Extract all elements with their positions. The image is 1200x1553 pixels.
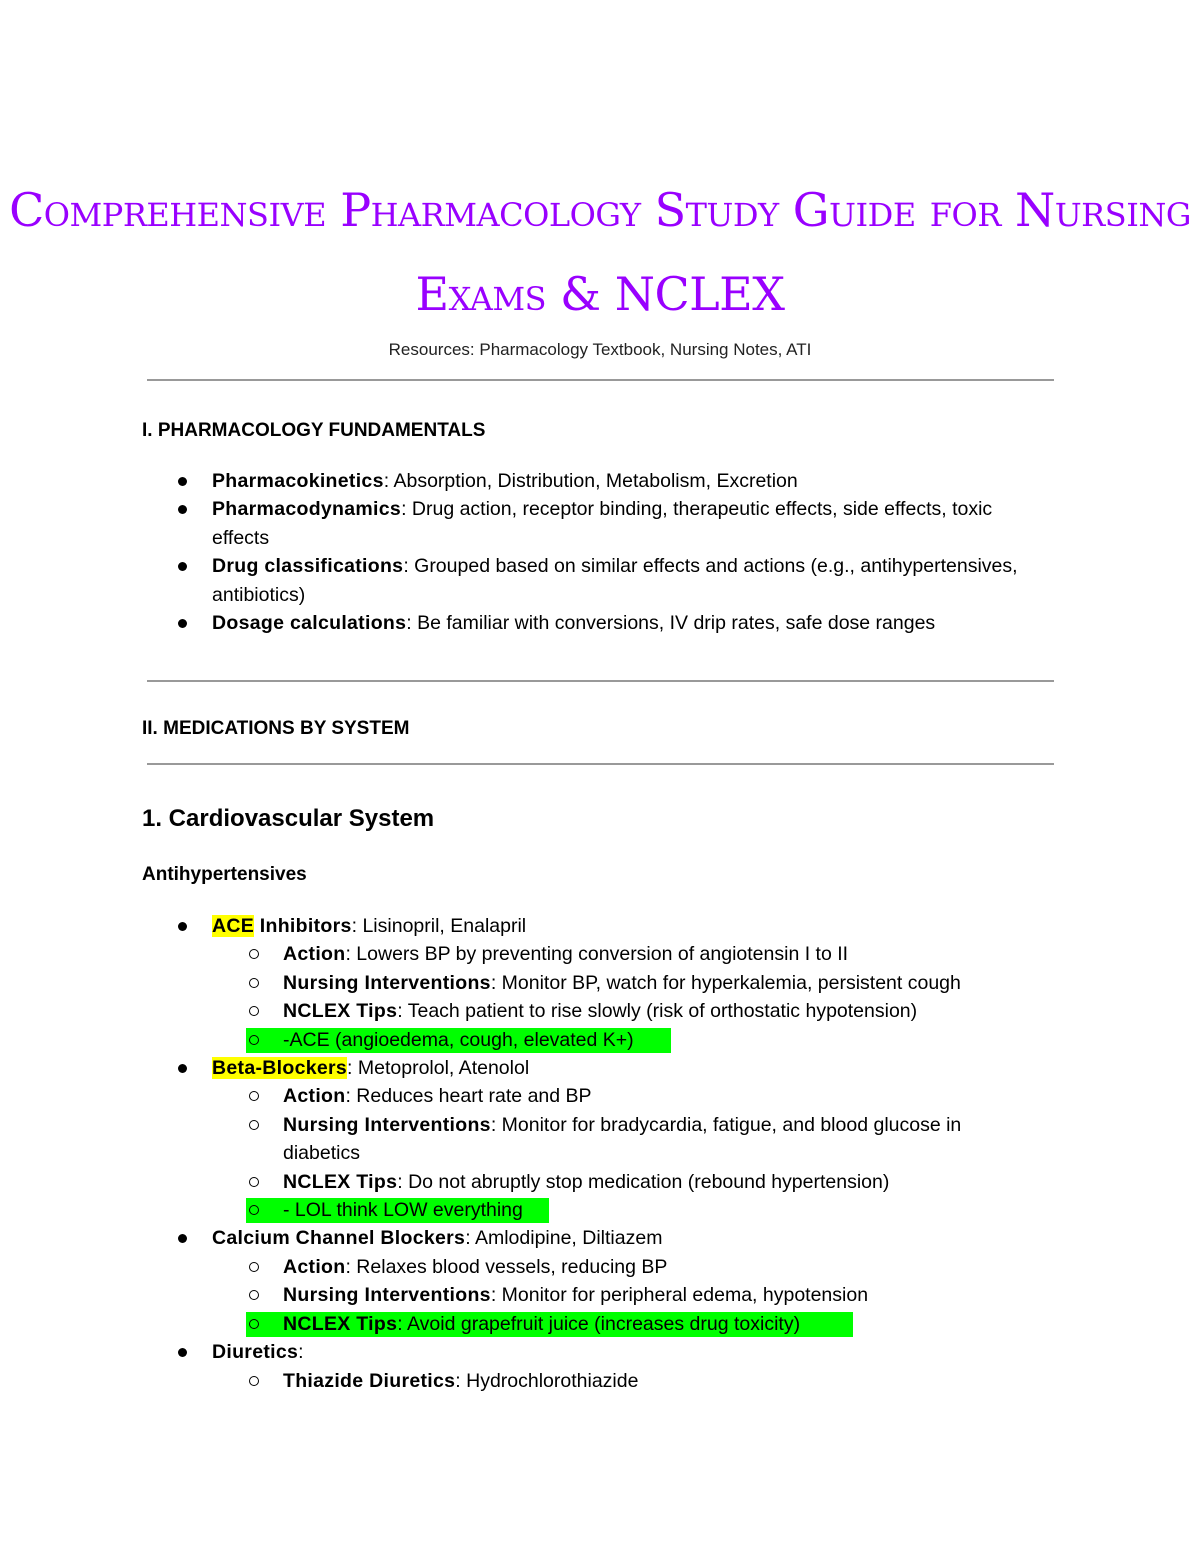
horizontal-rule [147, 680, 1054, 682]
term: Action [283, 943, 346, 966]
document-title [0, 168, 1200, 336]
sub-list-item [0, 969, 1200, 997]
sub-list-item [0, 940, 1200, 968]
bullet-icon [178, 505, 187, 514]
cardiovascular-heading: 1. Cardiovascular System [142, 805, 435, 832]
circle-bullet-icon [249, 1120, 259, 1130]
term: NCLEX Tips [283, 1000, 398, 1023]
definition: : Hydrochlorothiazide [455, 1369, 639, 1392]
definition: : Relaxes blood vessels, reducing BP [345, 1255, 668, 1278]
title-line-2: Exams & NCLEX [415, 267, 785, 321]
sub-list-item [0, 1111, 1200, 1168]
bullet-icon [178, 1234, 187, 1243]
term: Action [283, 1085, 346, 1108]
circle-bullet-icon [249, 1319, 259, 1329]
highlighted-term: ACE [212, 915, 255, 937]
sub-list-item [0, 1082, 1200, 1110]
term: Drug classifications [212, 555, 404, 578]
circle-bullet-icon [249, 949, 259, 959]
sub-list-item [0, 1367, 1200, 1395]
definition: : Amlodipine, Diltiazem [465, 1227, 663, 1250]
sub-list-item [0, 997, 1200, 1025]
sub-list-item-highlighted [0, 1026, 1200, 1054]
circle-bullet-icon [249, 1290, 259, 1300]
definition: : [298, 1341, 304, 1364]
title-line-1: Comprehensive Pharmacology Study Guide for Nursing [9, 183, 1191, 237]
highlighted-term: Beta-Blockers [212, 1057, 348, 1080]
term: Nursing Interventions [283, 1113, 491, 1136]
term: Dosage calculations [212, 612, 407, 635]
circle-bullet-icon [249, 1262, 259, 1272]
list-item-diuretics [0, 1338, 1200, 1366]
definition: : Absorption, Distribution, Metabolism, Excretion [383, 470, 798, 492]
circle-bullet-icon [249, 1091, 259, 1101]
resources-line: Resources: Pharmacology Textbook, Nursing Notes, ATI [388, 340, 812, 359]
sub-list-item-highlighted [0, 1196, 1200, 1224]
sub-list-item [0, 1253, 1200, 1281]
circle-bullet-icon [249, 1205, 259, 1215]
circle-bullet-icon [249, 1035, 259, 1045]
section-heading-fundamentals: I. PHARMACOLOGY FUNDAMENTALS [142, 420, 486, 441]
bullet-icon [178, 1348, 187, 1357]
term: Calcium Channel Blockers [212, 1227, 466, 1250]
term: Action [283, 1255, 346, 1278]
list-item-beta-blockers [0, 1054, 1200, 1082]
antihypertensives-list [0, 912, 1200, 1395]
list-item [0, 552, 1200, 609]
definition: : Do not abruptly stop medication (rebound hypertension) [397, 1170, 890, 1193]
circle-bullet-icon [249, 978, 259, 988]
definition: : Lowers BP by preventing conversion of angiotensin I to II [345, 943, 849, 966]
definition: : Reduces heart rate and BP [345, 1085, 592, 1108]
mnemonic: - LOL think LOW everything [283, 1199, 523, 1222]
bullet-icon [178, 619, 187, 628]
horizontal-rule [147, 763, 1054, 765]
bullet-icon [178, 477, 187, 486]
list-item [0, 467, 1200, 495]
definition: : Monitor for peripheral edema, hypotension [490, 1284, 869, 1307]
sub-list-item [0, 1281, 1200, 1309]
circle-bullet-icon [249, 1376, 259, 1386]
list-item [0, 609, 1200, 637]
list-item [0, 495, 1200, 552]
term: Diuretics [212, 1341, 299, 1364]
definition: : Be familiar with conversions, IV drip rates, safe dose ranges [406, 612, 936, 635]
circle-bullet-icon [249, 1006, 259, 1016]
circle-bullet-icon [249, 1177, 259, 1187]
term: Pharmacokinetics [212, 470, 384, 492]
mnemonic: -ACE (angioedema, cough, elevated K+) [283, 1028, 634, 1051]
definition: : Avoid grapefruit juice (increases drug toxicity) [397, 1312, 801, 1335]
term: Thiazide Diuretics [283, 1369, 456, 1392]
definition: : Metoprolol, Atenolol [347, 1057, 530, 1080]
definition: : Grouped based on similar effects and actions (e.g., antihypertensives, antibiotics) [212, 555, 1018, 606]
term: Inhibitors [254, 915, 352, 937]
definition: : Monitor for bradycardia, fatigue, and blood glucose in diabetics [283, 1113, 962, 1165]
fundamentals-list [0, 467, 1200, 637]
bullet-icon [178, 1064, 187, 1073]
bullet-icon [178, 562, 187, 571]
horizontal-rule [147, 379, 1054, 381]
definition: : Lisinopril, Enalapril [351, 915, 527, 937]
section-heading-medications: II. MEDICATIONS BY SYSTEM [142, 718, 410, 739]
term: Pharmacodynamics [212, 498, 402, 521]
term: NCLEX Tips [283, 1170, 398, 1193]
sub-list-item-highlighted [0, 1310, 1200, 1338]
term: Nursing Interventions [283, 971, 491, 994]
term: NCLEX Tips [283, 1312, 398, 1335]
list-item-calcium-channel-blockers [0, 1224, 1200, 1252]
term: Nursing Interventions [283, 1284, 491, 1307]
list-item-ace-inhibitors [0, 912, 1200, 940]
definition: : Drug action, receptor binding, therapeutic effects, side effects, toxic effects [212, 498, 993, 549]
sub-list-item [0, 1168, 1200, 1196]
definition: : Teach patient to rise slowly (risk of orthostatic hypotension) [397, 1000, 918, 1023]
antihypertensives-subheading: Antihypertensives [142, 864, 307, 885]
bullet-icon [178, 922, 187, 931]
definition: : Monitor BP, watch for hyperkalemia, persistent cough [490, 971, 961, 994]
